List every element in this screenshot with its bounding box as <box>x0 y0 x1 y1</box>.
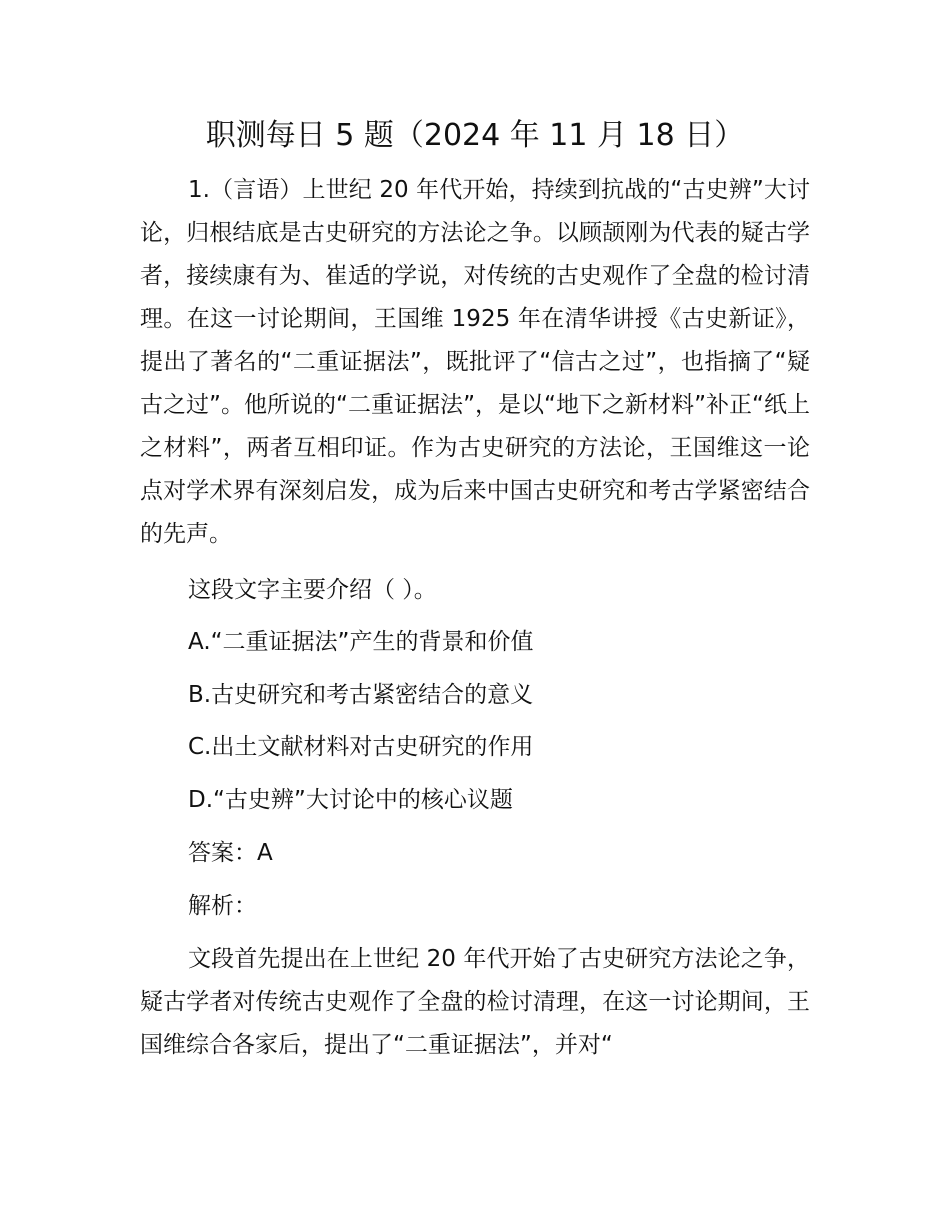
question-passage: 1.（言语）上世纪 20 年代开始，持续到抗战的“古史辨”大讨论，归根结底是古史研究的方法论之争。以顾颉刚为代表的疑古学者，接续康有为、崔适的学说，对传统的古史观作了全盘的检讨清理。在这一讨论期间，王国维 1925 年在清华讲授《古史新证》，提出了著名的“二重证据法”，既批评了“信古之过”，也指摘了“疑古之过”。他所说的“二重证据法”，是以“地下之新材料”补正“纸上之材料”，两者互相印证。作为古史研究的方法论，王国维这一论点对学术界有深刻启发，成为后来中国古史研究和考古学紧密结合的先声。 <box>140 177 810 547</box>
page-title: 职测每日 5 题（2024 年 11 月 18 日） <box>205 118 745 153</box>
analysis-text: 文段首先提出在上世纪 20 年代开始了古史研究方法论之争，疑古学者对传统古史观作了全盘的检讨清理，在这一讨论期间，王国维综合各家后，提出了“二重证据法”，并对“ <box>140 946 810 1058</box>
option-b: B.古史研究和考古紧密结合的意义 <box>188 682 534 708</box>
analysis-label: 解析： <box>188 893 257 919</box>
option-a: A.“二重证据法”产生的背景和价值 <box>188 629 534 655</box>
answer: 答案：A <box>188 840 273 866</box>
question-prompt: 这段文字主要介绍（ ）。 <box>188 577 437 603</box>
option-c: C.出土文献材料对古史研究的作用 <box>188 734 534 760</box>
option-d: D.“古史辨”大讨论中的核心议题 <box>188 787 513 813</box>
